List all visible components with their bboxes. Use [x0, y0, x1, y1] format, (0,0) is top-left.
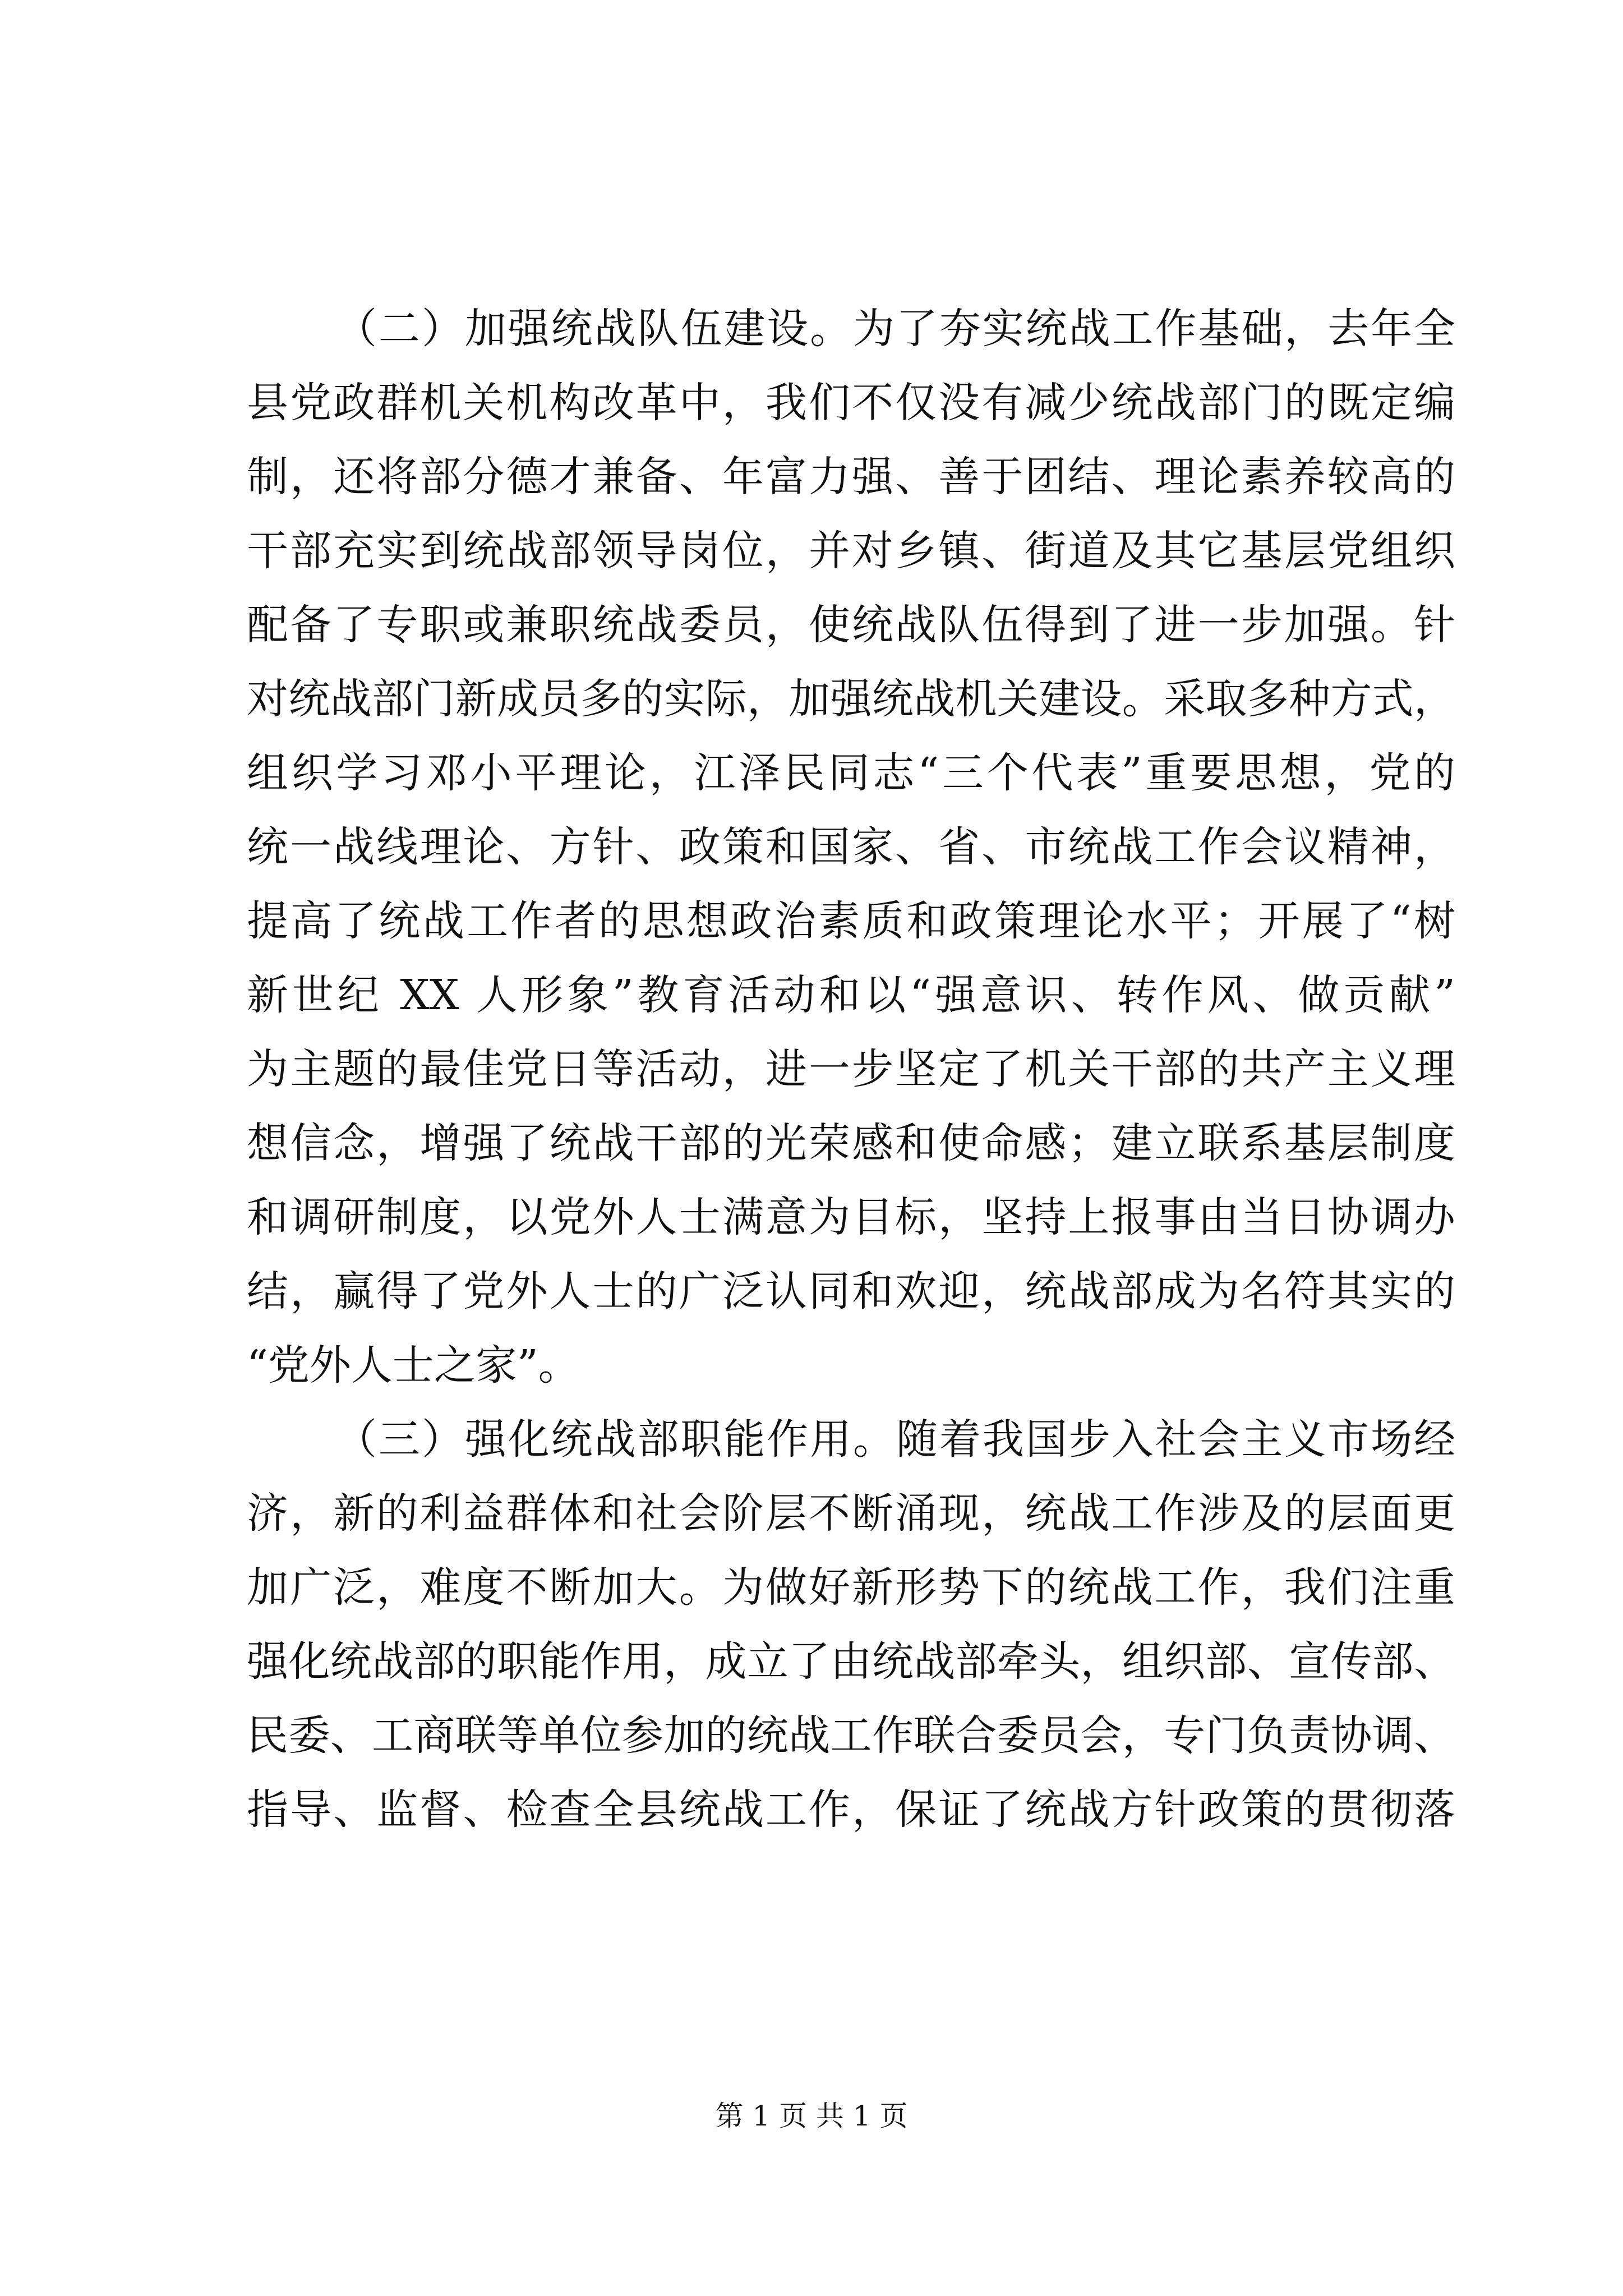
text-line: 统一战线理论、方针、政策和国家、省、市统战工作会议精神， — [247, 823, 1455, 871]
text-line: 强化统战部的职能作用，成立了由统战部牵头，组织部、宣传部、 — [247, 1637, 1455, 1686]
text-line: “党外人士之家”。 — [247, 1341, 580, 1389]
text-line: 配备了专职或兼职统战委员，使统战队伍得到了进一步加强。针 — [247, 601, 1455, 649]
text-line: 新世纪 XX 人形象”教育活动和以“强意识、转作风、做贡献” — [247, 971, 1455, 1019]
text-line: 和调研制度，以党外人士满意为目标，坚持上报事由当日协调办 — [247, 1193, 1455, 1241]
document-body — [247, 292, 1455, 1847]
text-line: 指导、监督、检查全县统战工作，保证了统战方针政策的贯彻落 — [247, 1786, 1455, 1834]
paragraph-2 — [247, 292, 1455, 1402]
text-line: 想信念，增强了统战干部的光荣感和使命感；建立联系基层制度 — [247, 1119, 1455, 1167]
text-line: 组织学习邓小平理论，江泽民同志“三个代表”重要思想，党的 — [247, 749, 1455, 797]
text-line: 制，还将部分德才兼备、年富力强、善于团结、理论素养较高的 — [247, 453, 1455, 501]
text-line: 为主题的最佳党日等活动，进一步坚定了机关干部的共产主义理 — [247, 1045, 1455, 1093]
text-line: 结，赢得了党外人士的广泛认同和欢迎，统战部成为名符其实的 — [247, 1267, 1455, 1315]
paragraph-3 — [247, 1402, 1455, 1847]
page-number-footer: 第 1 页 共 1 页 — [715, 2100, 908, 2132]
text-line: 干部充实到统战部领导岗位，并对乡镇、街道及其它基层党组织 — [247, 527, 1455, 575]
text-line: （三）强化统战部职能作用。随着我国步入社会主义市场经 — [335, 1415, 1455, 1464]
text-line: 对统战部门新成员多的实际，加强统战机关建设。采取多种方式， — [247, 675, 1455, 723]
text-line: 民委、工商联等单位参加的统战工作联合委员会，专门负责协调、 — [247, 1711, 1455, 1760]
text-line: 加广泛，难度不断加大。为做好新形势下的统战工作，我们注重 — [247, 1563, 1455, 1612]
text-line: 县党政群机关机构改革中，我们不仅没有减少统战部门的既定编 — [247, 379, 1455, 427]
text-line: （二）加强统战队伍建设。为了夯实统战工作基础，去年全 — [335, 305, 1455, 353]
text-line: 济，新的利益群体和社会阶层不断涌现，统战工作涉及的层面更 — [247, 1489, 1455, 1538]
text-line: 提高了统战工作者的思想政治素质和政策理论水平；开展了“树 — [247, 897, 1455, 945]
